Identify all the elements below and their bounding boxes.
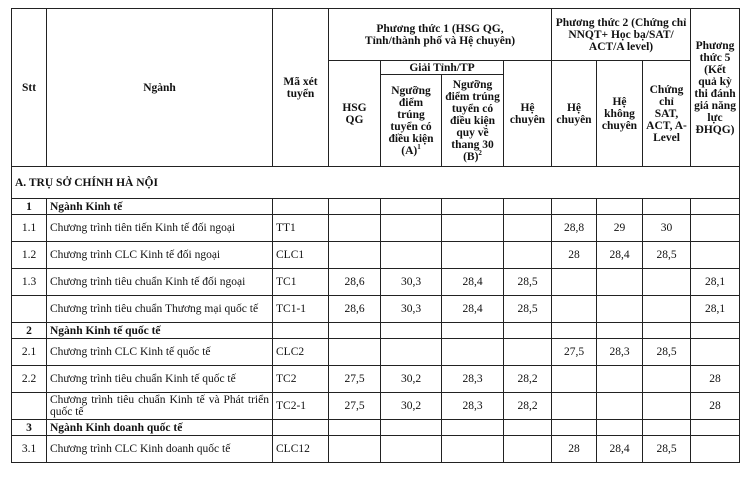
group-stt: 2 — [12, 323, 47, 339]
empty-cell — [504, 420, 552, 436]
header-chung-chi: Chứng chỉ SAT, ACT, A-Level — [643, 61, 691, 167]
header-nguong-a: Ngưỡng điểm trúng tuyển có điều kiện $(A)^1$ — [381, 75, 442, 167]
score-hsg-qg: 28,6 — [329, 269, 381, 296]
score-he-chuyen-pt2 — [552, 366, 597, 393]
empty-cell — [442, 420, 504, 436]
score-nguong-b: 28,3 — [442, 366, 504, 393]
empty-cell — [381, 323, 442, 339]
group-name: Ngành Kinh tế quốc tế — [47, 323, 273, 339]
score-hsg-qg: 27,5 — [329, 393, 381, 420]
score-chung-chi: 30 — [643, 215, 691, 242]
score-pt5: 28 — [691, 393, 740, 420]
row-stt: 1.2 — [12, 242, 47, 269]
empty-cell — [381, 420, 442, 436]
empty-cell — [691, 323, 740, 339]
table-row — [12, 339, 740, 366]
empty-cell — [643, 420, 691, 436]
score-he-khong-chuyen: 28,3 — [597, 339, 643, 366]
header-stt: Stt — [12, 9, 47, 167]
score-nguong-a: 30,3 — [381, 296, 442, 323]
table-row — [12, 436, 740, 463]
score-nguong-a: 30,3 — [381, 269, 442, 296]
score-pt5 — [691, 339, 740, 366]
admission-code: CLC1 — [273, 242, 329, 269]
row-stt: 3.1 — [12, 436, 47, 463]
table-row — [12, 242, 740, 269]
score-he-chuyen-pt1 — [504, 339, 552, 366]
empty-cell — [597, 199, 643, 215]
score-pt5: 28 — [691, 366, 740, 393]
row-stt: 2.1 — [12, 339, 47, 366]
score-chung-chi: 28,5 — [643, 242, 691, 269]
empty-cell — [329, 323, 381, 339]
program-name: Chương trình CLC Kinh tế quốc tế — [47, 339, 273, 366]
program-name: Chương trình tiêu chuẩn Kinh tế và Phát triển quốc tế — [47, 393, 273, 420]
score-he-chuyen-pt1: 28,2 — [504, 366, 552, 393]
score-he-khong-chuyen: 28,4 — [597, 436, 643, 463]
row-stt — [12, 393, 47, 420]
admission-code: TC2 — [273, 366, 329, 393]
table-row — [12, 296, 740, 323]
admission-code: TC1-1 — [273, 296, 329, 323]
row-stt: 1.1 — [12, 215, 47, 242]
group-stt: 3 — [12, 420, 47, 436]
empty-cell — [597, 420, 643, 436]
empty-cell — [273, 323, 329, 339]
admission-scores-table — [11, 8, 740, 463]
program-name: Chương trình tiên tiến Kinh tế đối ngoại — [47, 215, 273, 242]
score-pt5 — [691, 215, 740, 242]
admission-code: TC2-1 — [273, 393, 329, 420]
score-nguong-a — [381, 215, 442, 242]
score-chung-chi: 28,5 — [643, 339, 691, 366]
admission-code: CLC2 — [273, 339, 329, 366]
score-he-chuyen-pt2: 28,8 — [552, 215, 597, 242]
empty-cell — [552, 420, 597, 436]
table-row — [12, 215, 740, 242]
header-he-chuyen-pt1: Hệ chuyên — [504, 61, 552, 167]
section-heading: A. TRỤ SỞ CHÍNH HÀ NỘI — [12, 167, 740, 199]
score-nguong-b — [442, 242, 504, 269]
row-stt: 2.2 — [12, 366, 47, 393]
group-row — [12, 323, 740, 339]
program-name: Chương trình tiêu chuẩn Thương mại quốc tế — [47, 296, 273, 323]
score-nguong-a — [381, 242, 442, 269]
empty-cell — [442, 323, 504, 339]
header-he-chuyen-pt2: Hệ chuyên — [552, 61, 597, 167]
score-pt5: 28,1 — [691, 269, 740, 296]
program-name: Chương trình CLC Kinh tế đối ngoại — [47, 242, 273, 269]
score-he-chuyen-pt2: 27,5 — [552, 339, 597, 366]
score-chung-chi — [643, 366, 691, 393]
header-hsg-qg: HSG QG — [329, 61, 381, 167]
score-nguong-b — [442, 436, 504, 463]
empty-cell — [643, 199, 691, 215]
header-phuong-thuc-2: Phương thức 2 (Chứng chỉ NNQT+ Học bạ/SAT/ ACT/A level) — [552, 9, 691, 61]
score-nguong-b: 28,3 — [442, 393, 504, 420]
header-phuong-thuc-5: Phương thức 5 (Kết quả kỳ thi đánh giá năng lực ĐHQG) — [691, 9, 740, 167]
score-nguong-a — [381, 339, 442, 366]
score-he-chuyen-pt1: 28,5 — [504, 296, 552, 323]
score-he-chuyen-pt2 — [552, 269, 597, 296]
empty-cell — [504, 199, 552, 215]
score-he-khong-chuyen: 28,4 — [597, 242, 643, 269]
admission-code: TT1 — [273, 215, 329, 242]
score-nguong-a: 30,2 — [381, 366, 442, 393]
group-row — [12, 199, 740, 215]
header-he-khong-chuyen: Hệ không chuyên — [597, 61, 643, 167]
row-stt: 1.3 — [12, 269, 47, 296]
admission-code: CLC12 — [273, 436, 329, 463]
score-he-chuyen-pt2: 28 — [552, 242, 597, 269]
header-ma-xet-tuyen: Mã xét tuyển — [273, 9, 329, 167]
table-row — [12, 366, 740, 393]
empty-cell — [691, 199, 740, 215]
score-hsg-qg: 27,5 — [329, 366, 381, 393]
score-nguong-b — [442, 215, 504, 242]
header-nguong-b: Ngưỡng điểm trúng tuyển có điều kiện quy về thang 30 $(B)^2$ — [442, 75, 504, 167]
score-pt5 — [691, 242, 740, 269]
empty-cell — [691, 420, 740, 436]
score-pt5 — [691, 436, 740, 463]
score-hsg-qg — [329, 242, 381, 269]
score-hsg-qg: 28,6 — [329, 296, 381, 323]
score-he-khong-chuyen — [597, 269, 643, 296]
program-name: Chương trình tiêu chuẩn Kinh tế đối ngoại — [47, 269, 273, 296]
empty-cell — [442, 199, 504, 215]
score-nguong-b: 28,4 — [442, 296, 504, 323]
row-stt — [12, 296, 47, 323]
table-row — [12, 269, 740, 296]
empty-cell — [273, 199, 329, 215]
score-he-chuyen-pt1 — [504, 215, 552, 242]
header-giai-tinh-tp: Giải Tỉnh/TP — [381, 61, 504, 75]
score-nguong-a — [381, 436, 442, 463]
admission-code: TC1 — [273, 269, 329, 296]
score-nguong-b — [442, 339, 504, 366]
empty-cell — [504, 323, 552, 339]
table-row — [12, 393, 740, 420]
empty-cell — [552, 199, 597, 215]
empty-cell — [643, 323, 691, 339]
score-he-chuyen-pt1 — [504, 242, 552, 269]
score-he-khong-chuyen: 29 — [597, 215, 643, 242]
group-name: Ngành Kinh doanh quốc tế — [47, 420, 273, 436]
score-chung-chi: 28,5 — [643, 436, 691, 463]
empty-cell — [273, 420, 329, 436]
empty-cell — [597, 323, 643, 339]
group-stt: 1 — [12, 199, 47, 215]
program-name: Chương trình tiêu chuẩn Kinh tế quốc tế — [47, 366, 273, 393]
program-name: Chương trình CLC Kinh doanh quốc tế — [47, 436, 273, 463]
score-nguong-a: 30,2 — [381, 393, 442, 420]
header-phuong-thuc-1: Phương thức 1 (HSG QG, Tỉnh/thành phố và Hệ chuyên) — [329, 9, 552, 61]
score-he-chuyen-pt1: 28,2 — [504, 393, 552, 420]
score-he-khong-chuyen — [597, 296, 643, 323]
empty-cell — [329, 199, 381, 215]
group-row — [12, 420, 740, 436]
header-nganh: Ngành — [47, 9, 273, 167]
score-he-khong-chuyen — [597, 366, 643, 393]
score-he-chuyen-pt2 — [552, 296, 597, 323]
score-hsg-qg — [329, 436, 381, 463]
score-he-chuyen-pt2 — [552, 393, 597, 420]
empty-cell — [552, 323, 597, 339]
score-he-chuyen-pt2: 28 — [552, 436, 597, 463]
score-he-chuyen-pt1: 28,5 — [504, 269, 552, 296]
score-hsg-qg — [329, 339, 381, 366]
empty-cell — [381, 199, 442, 215]
score-he-chuyen-pt1 — [504, 436, 552, 463]
score-he-khong-chuyen — [597, 393, 643, 420]
empty-cell — [329, 420, 381, 436]
score-hsg-qg — [329, 215, 381, 242]
group-name: Ngành Kinh tế — [47, 199, 273, 215]
score-pt5: 28,1 — [691, 296, 740, 323]
score-chung-chi — [643, 296, 691, 323]
score-chung-chi — [643, 269, 691, 296]
score-chung-chi — [643, 393, 691, 420]
score-nguong-b: 28,4 — [442, 269, 504, 296]
